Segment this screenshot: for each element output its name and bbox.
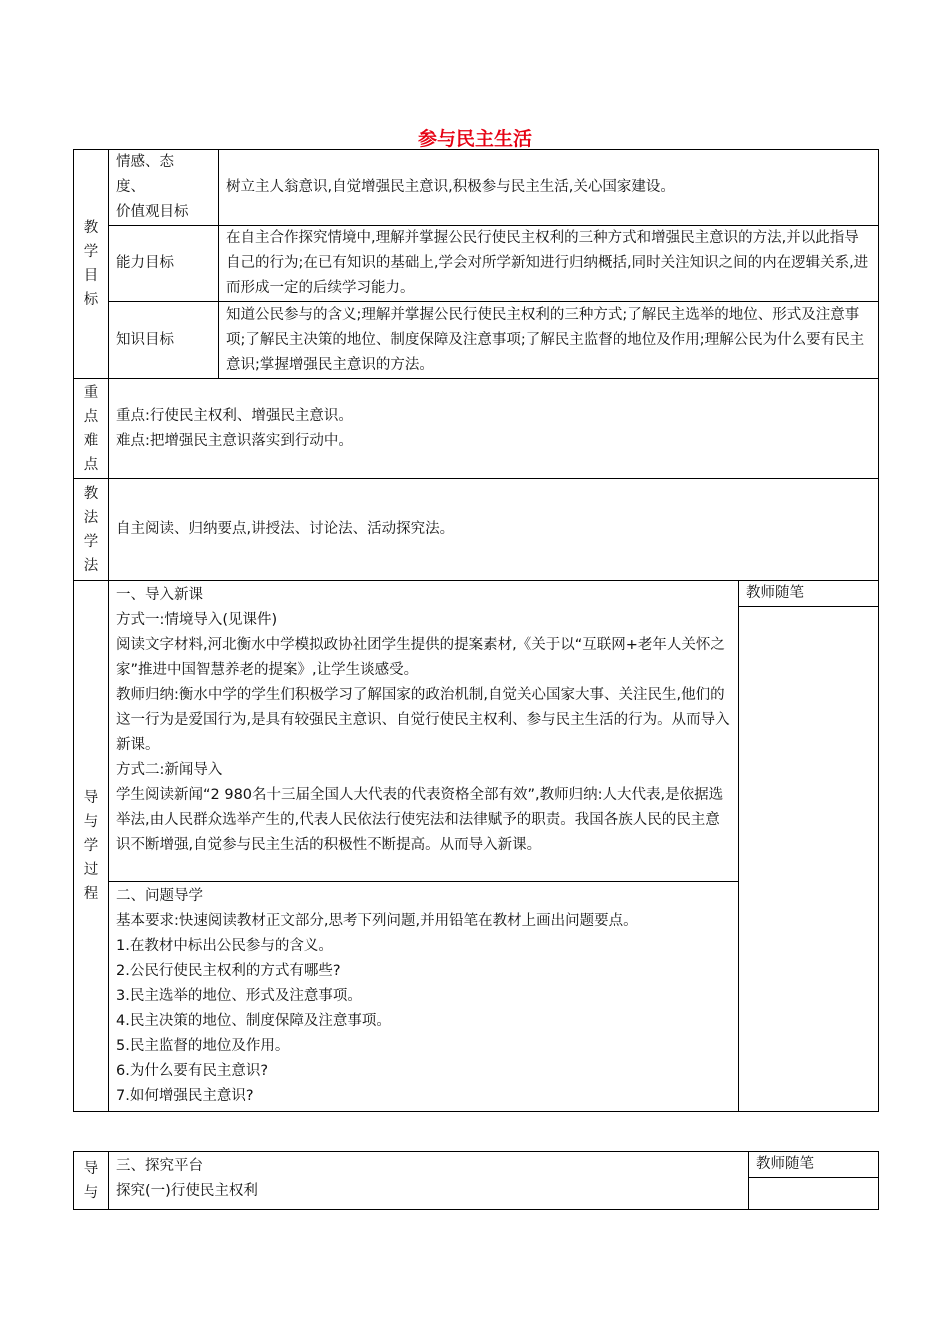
document-title: 参与民主生活 (417, 128, 532, 150)
explore-heading: 三、探究平台 (116, 1158, 203, 1174)
question-item: 3.民主选举的地位、形式及注意事项。 (116, 988, 362, 1004)
questions-section (109, 882, 739, 1112)
methods-row (74, 479, 879, 581)
continued-label: 导 与 (74, 1152, 109, 1210)
keypoints-label: 重 点 难 点 (74, 379, 109, 479)
question-item: 1.在教材中标出公民参与的含义。 (116, 938, 333, 954)
continued-table (73, 1151, 879, 1210)
goal-row-knowledge (74, 302, 879, 379)
teacher-notes-area-2[interactable] (749, 1178, 879, 1210)
explore-sub: 探究(一)行使民主权利 (116, 1183, 258, 1199)
intro-heading: 一、导入新课 (116, 587, 203, 603)
goal-row-emotion (74, 150, 879, 226)
teacher-notes-label-2: 教师随笔 (749, 1152, 879, 1178)
intro-paragraph: 方式二:新闻导入 (116, 762, 223, 778)
questions-heading: 二、问题导学 (116, 888, 203, 904)
keypoints-row (74, 379, 879, 479)
teacher-notes-area[interactable] (739, 607, 879, 1112)
goal-content-knowledge: 知道公民参与的含义;理解并掌握公民行使民主权利的三种方式;了解民主选举的地位、形式及注意事项;了解民主决策的地位、制度保障及注意事项;了解民主监督的地位及作用;理解公民为什么要有民主意识;掌握增强民主意识的方法。 (219, 302, 879, 379)
teacher-notes-label: 教师随笔 (739, 581, 879, 607)
questions-requirement: 基本要求:快速阅读教材正文部分,思考下列问题,并用铅笔在教材上画出问题要点。 (116, 913, 638, 929)
continued-row-1 (74, 1152, 879, 1178)
goals-label: 教 学 目 标 (74, 150, 109, 379)
goal-content-emotion: 树立主人翁意识,自觉增强民主意识,积极参与民主生活,关心国家建设。 (219, 150, 879, 226)
question-item: 5.民主监督的地位及作用。 (116, 1038, 290, 1054)
goal-row-ability (74, 226, 879, 302)
explore-section (109, 1152, 749, 1210)
lesson-plan-table (73, 149, 879, 1112)
goal-name-ability: 能力目标 (109, 226, 219, 302)
intro-section (109, 581, 739, 882)
goal-name-emotion: 情感、态 度、 价值观目标 (109, 150, 219, 226)
intro-paragraph: 阅读文字材料,河北衡水中学模拟政协社团学生提供的提案素材,《关于以“互联网+老年人关怀之家”推进中国智慧养老的提案》,让学生谈感受。 (116, 637, 725, 678)
goal-name-knowledge: 知识目标 (109, 302, 219, 379)
question-item: 6.为什么要有民主意识? (116, 1063, 269, 1079)
intro-paragraph: 学生阅读新闻“2 980名十三届全国人大代表的代表资格全部有效”,教师归纳:人大代表,是依据选举法,由人民群众选举产生的,代表人民依法行使宪法和法律赋予的职责。我国各族人民的民主意识不断增强,自觉参与民主生活的积极性不断提高。从而导入新课。 (116, 787, 724, 853)
methods-label: 教 法 学 法 (74, 479, 109, 581)
intro-paragraph: 方式一:情境导入(见课件) (116, 612, 278, 628)
question-item: 2.公民行使民主权利的方式有哪些? (116, 963, 341, 979)
methods-content: 自主阅读、归纳要点,讲授法、讨论法、活动探究法。 (109, 479, 879, 581)
process-row-1 (74, 581, 879, 607)
intro-paragraph: 教师归纳:衡水中学的学生们积极学习了解国家的政治机制,自觉关心国家大事、关注民生,他们的这一行为是爱国行为,是具有较强民主意识、自觉行使民主权利、参与民主生活的行为。从而导入新课。 (116, 687, 730, 753)
question-item: 4.民主决策的地位、制度保障及注意事项。 (116, 1013, 391, 1029)
question-item: 7.如何增强民主意识? (116, 1088, 254, 1104)
process-label: 导 与 学 过 程 (74, 581, 109, 1112)
goal-content-ability: 在自主合作探究情境中,理解并掌握公民行使民主权利的三种方式和增强民主意识的方法,并以此指导自己的行为;在已有知识的基础上,学会对所学新知进行归纳概括,同时关注知识之间的内在逻辑关系,进而形成一定的后续学习能力。 (219, 226, 879, 302)
keypoints-content: 重点:行使民主权利、增强民主意识。 难点:把增强民主意识落实到行动中。 (109, 379, 879, 479)
